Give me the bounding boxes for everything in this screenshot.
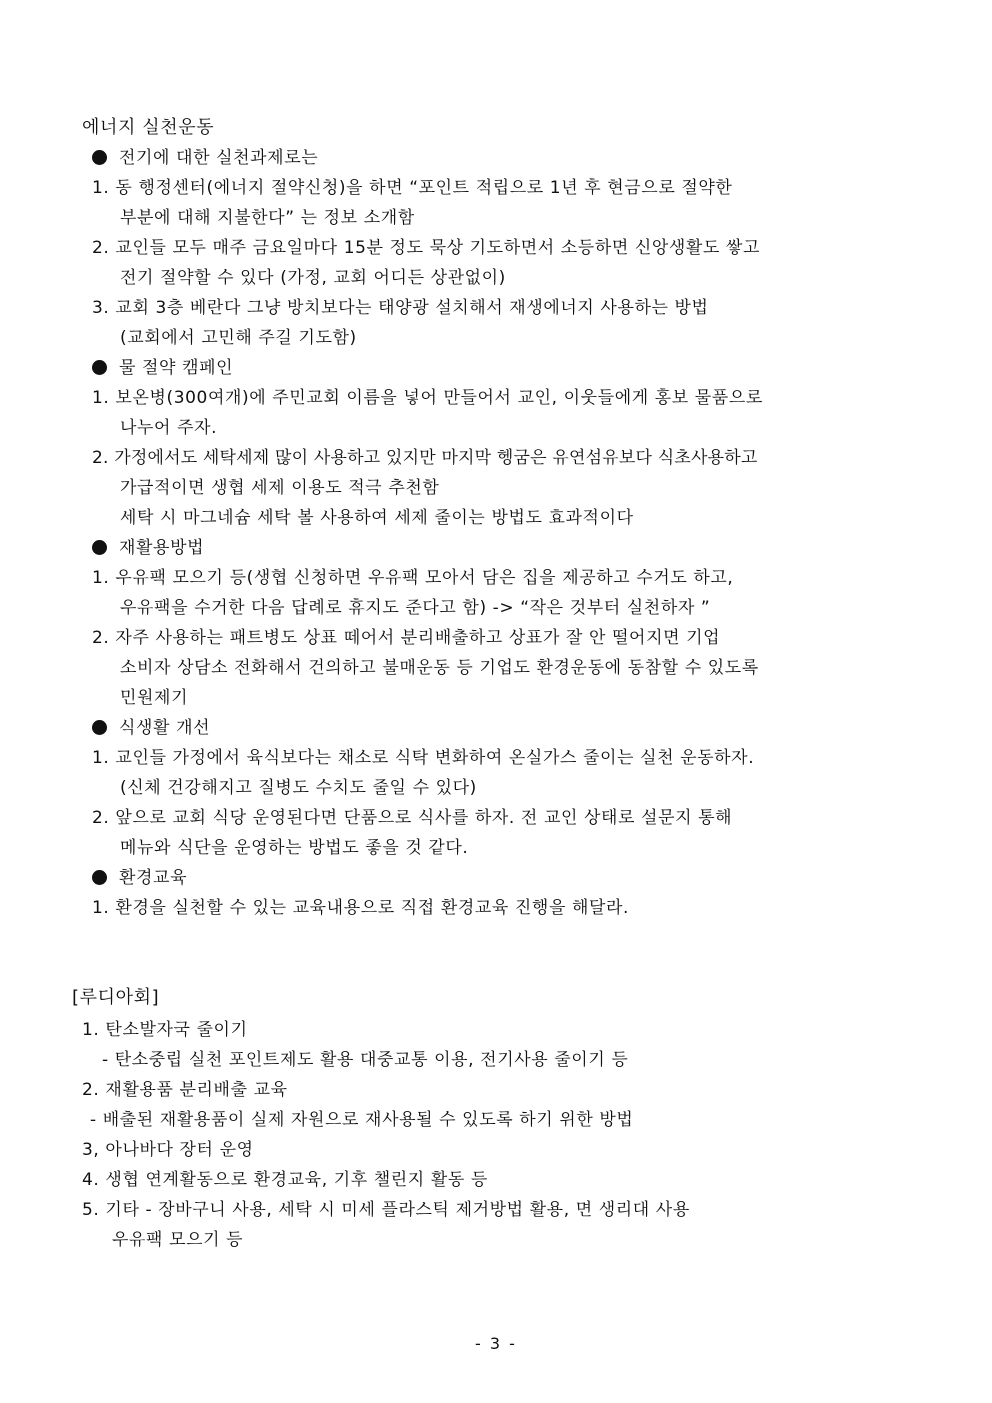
bullet-icon (92, 720, 107, 735)
bullet-heading-text: 물 절약 캠페인 (119, 358, 234, 378)
bullet-heading-text: 재활용방법 (119, 538, 205, 558)
list-item: 4. 생협 연계활동으로 환경교육, 기후 챌린지 활동 등 (82, 1170, 488, 1190)
bullet-heading (92, 866, 187, 890)
list-item-continuation: 나누어 주자. (120, 418, 218, 438)
list-item: 5. 기타 - 장바구니 사용, 세탁 시 미세 플라스틱 제거방법 활용, 면 생리대 사용 (82, 1200, 690, 1220)
list-item-continuation: 전기 절약할 수 있다 (가정, 교회 어디든 상관없이) (120, 268, 506, 288)
list-item: 2. 자주 사용하는 패트병도 상표 떼어서 분리배출하고 상표가 잘 안 떨어지면 기업 (92, 628, 721, 648)
list-item: 1. 탄소발자국 줄이기 (82, 1020, 248, 1040)
bullet-icon (92, 150, 107, 165)
list-item-detail: - 탄소중립 실천 포인트제도 활용 대중교통 이용, 전기사용 줄이기 등 (102, 1050, 629, 1070)
bullet-heading (92, 146, 318, 170)
list-item: 1. 우유팩 모으기 등(생협 신청하면 우유팩 모아서 담은 집을 제공하고 수거도 하고, (92, 568, 734, 588)
list-item: 2. 재활용품 분리배출 교육 (82, 1080, 288, 1100)
bullet-icon (92, 360, 107, 375)
section-title: [루디아회] (72, 987, 160, 1008)
list-item: 2. 교인들 모두 매주 금요일마다 15분 정도 묵상 기도하면서 소등하면 신앙생활도 쌓고 (92, 238, 761, 258)
list-item-continuation: 세탁 시 마그네슘 세탁 볼 사용하여 세제 줄이는 방법도 효과적이다 (120, 508, 634, 528)
bullet-icon (92, 870, 107, 885)
list-item: 3. 교회 3층 베란다 그냥 방치보다는 태양광 설치해서 재생에너지 사용하는 방법 (92, 298, 709, 318)
bullet-heading (92, 536, 204, 560)
list-item: 1. 보온병(300여개)에 주민교회 이름을 넣어 만들어서 교인, 이웃들에게 홍보 물품으로 (92, 388, 763, 408)
list-item-continuation: 메뉴와 식단을 운영하는 방법도 좋을 것 같다. (120, 838, 469, 858)
bullet-icon (92, 540, 107, 555)
list-item: 2. 앞으로 교회 식당 운영된다면 단품으로 식사를 하자. 전 교인 상태로 설문지 통해 (92, 808, 733, 828)
section-title: 에너지 실천운동 (82, 117, 215, 138)
list-item: 3, 아나바다 장터 운영 (82, 1140, 254, 1160)
list-item: 2. 가정에서도 세탁세제 많이 사용하고 있지만 마지막 헹굼은 유연섬유보다 식초사용하고 (92, 448, 758, 468)
list-item-continuation: 우유팩을 수거한 다음 답례로 휴지도 준다고 함) -> “작은 것부터 실천하자 ” (120, 598, 711, 618)
list-item-continuation: (신체 건강해지고 질병도 수치도 줄일 수 있다) (120, 778, 477, 798)
bullet-heading-text: 환경교육 (119, 868, 188, 888)
bullet-heading (92, 716, 210, 740)
bullet-heading-text: 식생활 개선 (119, 718, 211, 738)
list-item-detail: - 배출된 재활용품이 실제 자원으로 재사용될 수 있도록 하기 위한 방법 (90, 1110, 634, 1130)
bullet-heading (92, 356, 233, 380)
list-item: 1. 환경을 실천할 수 있는 교육내용으로 직접 환경교육 진행을 해달라. (92, 898, 630, 918)
list-item: 1. 교인들 가정에서 육식보다는 채소로 식탁 변화하여 온실가스 줄이는 실천 운동하자. (92, 748, 755, 768)
list-item-continuation: 가급적이면 생협 세제 이용도 적극 추천함 (120, 478, 440, 498)
list-item-continuation: (교회에서 고민해 주길 기도함) (120, 328, 357, 348)
list-item: 1. 동 행정센터(에너지 절약신청)을 하면 “포인트 적립으로 1년 후 현금으로 절약한 (92, 178, 733, 198)
list-item-continuation: 민원제기 (120, 688, 189, 708)
page-number: - 3 - (475, 1334, 517, 1353)
list-item-continuation: 우유팩 모으기 등 (112, 1230, 244, 1250)
list-item-continuation: 소비자 상담소 전화해서 건의하고 불매운동 등 기업도 환경운동에 동참할 수 있도록 (120, 658, 759, 678)
list-item-continuation: 부분에 대해 지불한다” 는 정보 소개함 (120, 208, 415, 228)
bullet-heading-text: 전기에 대한 실천과제로는 (119, 148, 319, 168)
